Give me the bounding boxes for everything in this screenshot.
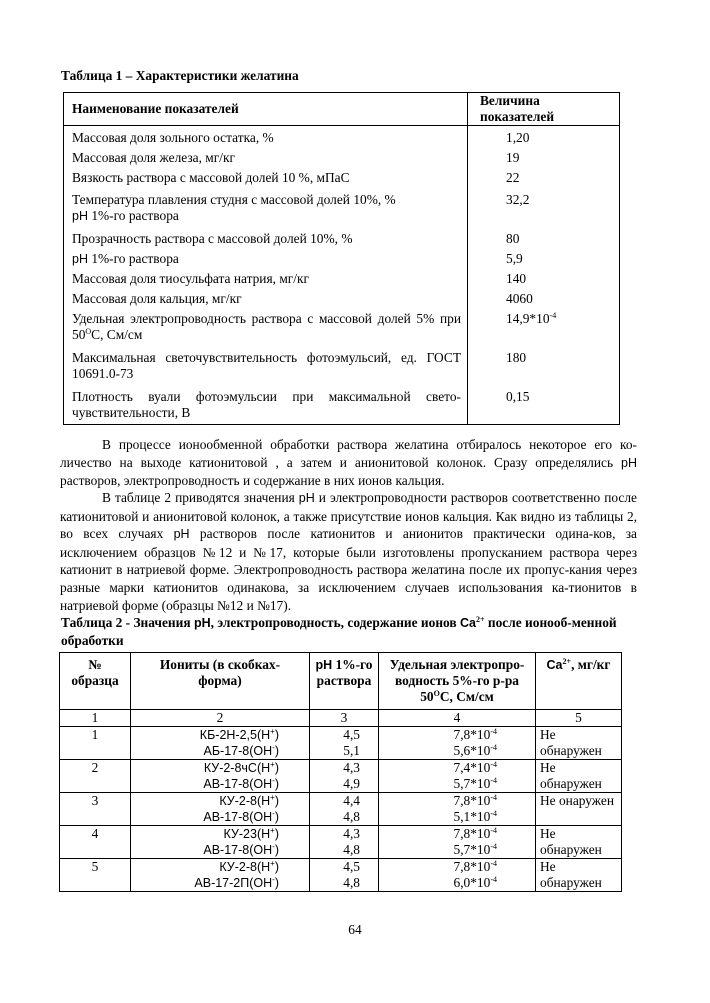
header-text: 1%-го раствора bbox=[316, 657, 373, 688]
header-text: С, См/см bbox=[439, 689, 494, 704]
calcium-cell: Не обнаружен bbox=[536, 859, 622, 892]
table-row bbox=[64, 385, 620, 425]
conductivity-cell bbox=[379, 859, 536, 892]
caption-text: после ионооб-менной обработки bbox=[61, 615, 617, 648]
table1-cell-text: Температура плавления студня с массовой долей 10%, % bbox=[72, 192, 396, 207]
table-row bbox=[64, 310, 620, 346]
value-exponent: -4 bbox=[490, 793, 497, 802]
table1-cell-name bbox=[64, 250, 468, 270]
table-row bbox=[64, 227, 620, 250]
value-exponent: -4 bbox=[490, 743, 497, 752]
value-exponent: -4 bbox=[490, 826, 497, 835]
table1-cell-value: 19 bbox=[468, 149, 620, 169]
table-row bbox=[64, 149, 620, 169]
charge-mark: - bbox=[272, 809, 275, 818]
ph-value: 4,8 bbox=[343, 809, 360, 824]
table1-cell-text: C, См/см bbox=[91, 327, 143, 342]
ionite-name: КУ-2-8(Н bbox=[219, 860, 271, 874]
calcium-cell: Не онаружен bbox=[536, 793, 622, 826]
paren: ) bbox=[274, 777, 279, 791]
sample-number: 2 bbox=[60, 760, 131, 793]
table1-cell-name: Максимальная светочувствительность фотоэмульсий, ед. ГОСТ 10691.0-73 bbox=[64, 346, 468, 385]
charge-mark: + bbox=[270, 793, 275, 802]
table2-header-ionites: Иониты (в скобках- форма) bbox=[131, 653, 310, 710]
conductivity-cell bbox=[379, 727, 536, 760]
table1-cell-text: 1%-го раствора bbox=[87, 251, 179, 266]
value-exponent: -4 bbox=[549, 311, 557, 320]
charge-mark: - bbox=[272, 743, 275, 752]
charge-mark: + bbox=[270, 826, 275, 835]
table2-header-conductivity bbox=[379, 653, 536, 710]
conductivity-cell bbox=[379, 760, 536, 793]
paren: ) bbox=[274, 744, 279, 758]
paren: ) bbox=[274, 843, 279, 857]
paragraph-text: растворов после катионитов и анионитов практически одина-ков, за исключением образцов №12 и №17, которые были изготовлены пропусканием раствора через катионит в натриевой форме. Электропроводность раствора желатина после их пропус-кания через разные марки катионитов одинакова, за исключением случаев использования ка-тионитов в натриевой форме (образцы №12 и №17). bbox=[60, 526, 637, 613]
table2-header-calcium bbox=[536, 653, 622, 710]
table1-cell-value: 0,15 bbox=[468, 385, 620, 425]
ph-cell bbox=[310, 859, 379, 892]
table2-header-sample: № образца bbox=[60, 653, 131, 710]
paren: ) bbox=[274, 810, 279, 824]
charge-mark: - bbox=[272, 875, 275, 884]
table1-cell-name: Массовая доля зольного остатка, % bbox=[64, 126, 468, 150]
ionite-name: АВ-17-8(ОН bbox=[203, 843, 273, 857]
ph-symbol: pH bbox=[72, 209, 88, 223]
column-number: 1 bbox=[60, 710, 131, 727]
paren: ) bbox=[274, 827, 279, 841]
ionite-name: КУ-2-8чС(Н bbox=[203, 761, 271, 775]
table-row bbox=[64, 346, 620, 385]
degree-mark: O bbox=[433, 689, 440, 698]
column-number: 3 bbox=[310, 710, 379, 727]
conductivity-value: 5,6*10 bbox=[453, 743, 491, 758]
table-row bbox=[60, 826, 622, 859]
ph-cell bbox=[310, 826, 379, 859]
ph-value: 4,8 bbox=[343, 842, 360, 857]
ionite-name: КБ-2Н-2,5(Н bbox=[199, 728, 271, 742]
table1-cell-name: Массовая доля железа, мг/кг bbox=[64, 149, 468, 169]
sample-number: 1 bbox=[60, 727, 131, 760]
header-text: , мг/кг bbox=[571, 657, 611, 672]
ph-value: 4,3 bbox=[343, 826, 360, 841]
ph-cell bbox=[310, 760, 379, 793]
charge-mark: 2+ bbox=[562, 657, 572, 666]
paren: ) bbox=[274, 876, 279, 890]
conductivity-cell bbox=[379, 793, 536, 826]
ionite-name: АВ-17-8(ОН bbox=[203, 777, 273, 791]
column-number: 4 bbox=[379, 710, 536, 727]
table-row bbox=[64, 270, 620, 290]
column-number: 2 bbox=[131, 710, 310, 727]
paren: ) bbox=[274, 761, 279, 775]
degree-mark: O bbox=[85, 327, 92, 336]
table1-header-row bbox=[64, 93, 620, 126]
table-row bbox=[60, 859, 622, 892]
table2 bbox=[59, 652, 622, 892]
conductivity-value: 7,8*10 bbox=[453, 859, 491, 874]
paren: ) bbox=[274, 860, 279, 874]
value-exponent: -4 bbox=[490, 859, 497, 868]
conductivity-value: 7,8*10 bbox=[453, 793, 491, 808]
ph-value: 5,1 bbox=[343, 743, 360, 758]
table-row bbox=[60, 760, 622, 793]
table-row bbox=[64, 290, 620, 310]
table1-header-value: Величина показателей bbox=[468, 93, 620, 126]
table1-header-name: Наименование показателей bbox=[64, 93, 468, 126]
charge-mark: 2+ bbox=[475, 615, 485, 624]
ph-symbol: pH bbox=[193, 616, 211, 630]
table-row bbox=[60, 793, 622, 826]
charge-mark: + bbox=[270, 760, 275, 769]
value-exponent: -4 bbox=[490, 760, 497, 769]
value-base: 14,9*10 bbox=[506, 311, 550, 326]
ph-cell bbox=[310, 793, 379, 826]
table-row bbox=[64, 169, 620, 191]
ph-symbol: pH bbox=[621, 455, 637, 470]
table-row bbox=[64, 191, 620, 227]
table2-caption bbox=[61, 614, 631, 649]
ph-symbol: pH bbox=[298, 491, 315, 505]
paragraph-text: и электропроводности растворов соответственно после катионитовой и анионитовой колонок, а также присутствие ионов кальция. Как видно из таблицы 2, во всех случаях bbox=[60, 490, 637, 542]
ph-symbol: pH bbox=[72, 252, 88, 266]
table1-cell-value: 32,2 bbox=[468, 191, 620, 227]
table1-cell-name bbox=[64, 191, 468, 227]
table1-cell-value: 80 bbox=[468, 227, 620, 250]
charge-mark: + bbox=[270, 727, 275, 736]
table2-header-row bbox=[60, 653, 622, 710]
paren: ) bbox=[274, 794, 279, 808]
header-text: Удельная электропро-водность 5%-го р-ра 50 bbox=[389, 657, 525, 704]
body-paragraph-1 bbox=[60, 436, 637, 490]
ionites-cell bbox=[131, 727, 310, 760]
calcium-cell: Не обнаружен bbox=[536, 727, 622, 760]
table1-cell-value: 1,20 bbox=[468, 126, 620, 150]
value-exponent: -4 bbox=[490, 809, 497, 818]
ionite-name: КУ-23(Н bbox=[223, 827, 271, 841]
ph-value: 4,5 bbox=[343, 859, 360, 874]
charge-mark: + bbox=[270, 859, 275, 868]
paragraph-text: В таблице 2 приводятся значения bbox=[102, 490, 299, 505]
sample-number: 4 bbox=[60, 826, 131, 859]
conductivity-value: 5,7*10 bbox=[453, 776, 491, 791]
ph-value: 4,3 bbox=[343, 760, 360, 775]
table1-cell-name: Плотность вуали фотоэмульсии при максимальной свето-чувствительности, В bbox=[64, 385, 468, 425]
calcium-cell: Не обнаружен bbox=[536, 760, 622, 793]
calcium-cell: Не обнаружен bbox=[536, 826, 622, 859]
caption-text: , электропроводность, содержание ионов bbox=[210, 615, 460, 630]
calcium-symbol: Ca bbox=[460, 616, 476, 630]
ph-cell bbox=[310, 727, 379, 760]
table-row bbox=[64, 250, 620, 270]
table1-cell-value: 140 bbox=[468, 270, 620, 290]
conductivity-value: 7,8*10 bbox=[453, 727, 491, 742]
ionites-cell bbox=[131, 826, 310, 859]
ionite-name: КУ-2-8(Н bbox=[219, 794, 271, 808]
ph-value: 4,4 bbox=[343, 793, 360, 808]
table1 bbox=[63, 92, 620, 425]
body-paragraph-2 bbox=[60, 489, 637, 614]
value-exponent: -4 bbox=[490, 842, 497, 851]
sample-number: 5 bbox=[60, 859, 131, 892]
calcium-symbol: Ca bbox=[546, 658, 563, 672]
conductivity-value: 5,7*10 bbox=[453, 842, 491, 857]
conductivity-value: 7,8*10 bbox=[453, 826, 491, 841]
table1-cell-value bbox=[468, 310, 620, 346]
page-number: 64 bbox=[348, 922, 362, 937]
ph-symbol: pH bbox=[315, 658, 333, 672]
value-exponent: -4 bbox=[490, 727, 497, 736]
table1-cell-text: Удельная электропроводность раствора с массовой долей 5% при 50 bbox=[72, 311, 461, 342]
table1-cell-name: Массовая доля тиосульфата натрия, мг/кг bbox=[64, 270, 468, 290]
table1-cell-value: 22 bbox=[468, 169, 620, 191]
ionite-name: АБ-17-8(ОН bbox=[203, 744, 273, 758]
table-row bbox=[64, 126, 620, 150]
ionites-cell bbox=[131, 859, 310, 892]
column-number: 5 bbox=[536, 710, 622, 727]
table1-cell-value: 180 bbox=[468, 346, 620, 385]
ionite-name: АВ-17-2П(ОН bbox=[194, 876, 273, 890]
ionites-cell bbox=[131, 760, 310, 793]
table1-caption: Таблица 1 – Характеристики желатина bbox=[61, 68, 299, 83]
table-row bbox=[60, 727, 622, 760]
table2-header-ph bbox=[310, 653, 379, 710]
ph-value: 4,8 bbox=[343, 875, 360, 890]
table1-cell-name bbox=[64, 310, 468, 346]
ph-symbol: pH bbox=[173, 527, 190, 542]
table1-cell-name: Массовая доля кальция, мг/кг bbox=[64, 290, 468, 310]
table2-column-number-row bbox=[60, 710, 622, 727]
conductivity-cell bbox=[379, 826, 536, 859]
ionites-cell bbox=[131, 793, 310, 826]
ph-value: 4,9 bbox=[343, 776, 360, 791]
charge-mark: - bbox=[272, 776, 275, 785]
charge-mark: - bbox=[272, 842, 275, 851]
table1-cell-value: 4060 bbox=[468, 290, 620, 310]
table1-cell-value: 5,9 bbox=[468, 250, 620, 270]
conductivity-value: 5,1*10 bbox=[453, 809, 491, 824]
ionite-name: АВ-17-8(ОН bbox=[203, 810, 273, 824]
sample-number: 3 bbox=[60, 793, 131, 826]
conductivity-value: 7,4*10 bbox=[453, 760, 491, 775]
paragraph-text: В процессе ионообменной обработки раствора желатина отбиралось некоторое его ко-личество на выходе катионитовой , а затем и анионитовой колонок. Сразу определялись bbox=[60, 437, 637, 470]
ph-value: 4,5 bbox=[343, 727, 360, 742]
caption-text: Таблица 2 - Значения bbox=[61, 615, 194, 630]
conductivity-value: 6,0*10 bbox=[453, 875, 491, 890]
paragraph-text: растворов, электропроводность и содержание в них ионов кальция. bbox=[60, 473, 445, 489]
table1-cell-name: Прозрачность раствора с массовой долей 10%, % bbox=[64, 227, 468, 250]
table1-cell-text: 1%-го раствора bbox=[87, 208, 179, 223]
value-exponent: -4 bbox=[490, 875, 497, 884]
table1-cell-name: Вязкость раствора с массовой долей 10 %, мПаС bbox=[64, 169, 468, 191]
paren: ) bbox=[274, 728, 279, 742]
value-exponent: -4 bbox=[490, 776, 497, 785]
